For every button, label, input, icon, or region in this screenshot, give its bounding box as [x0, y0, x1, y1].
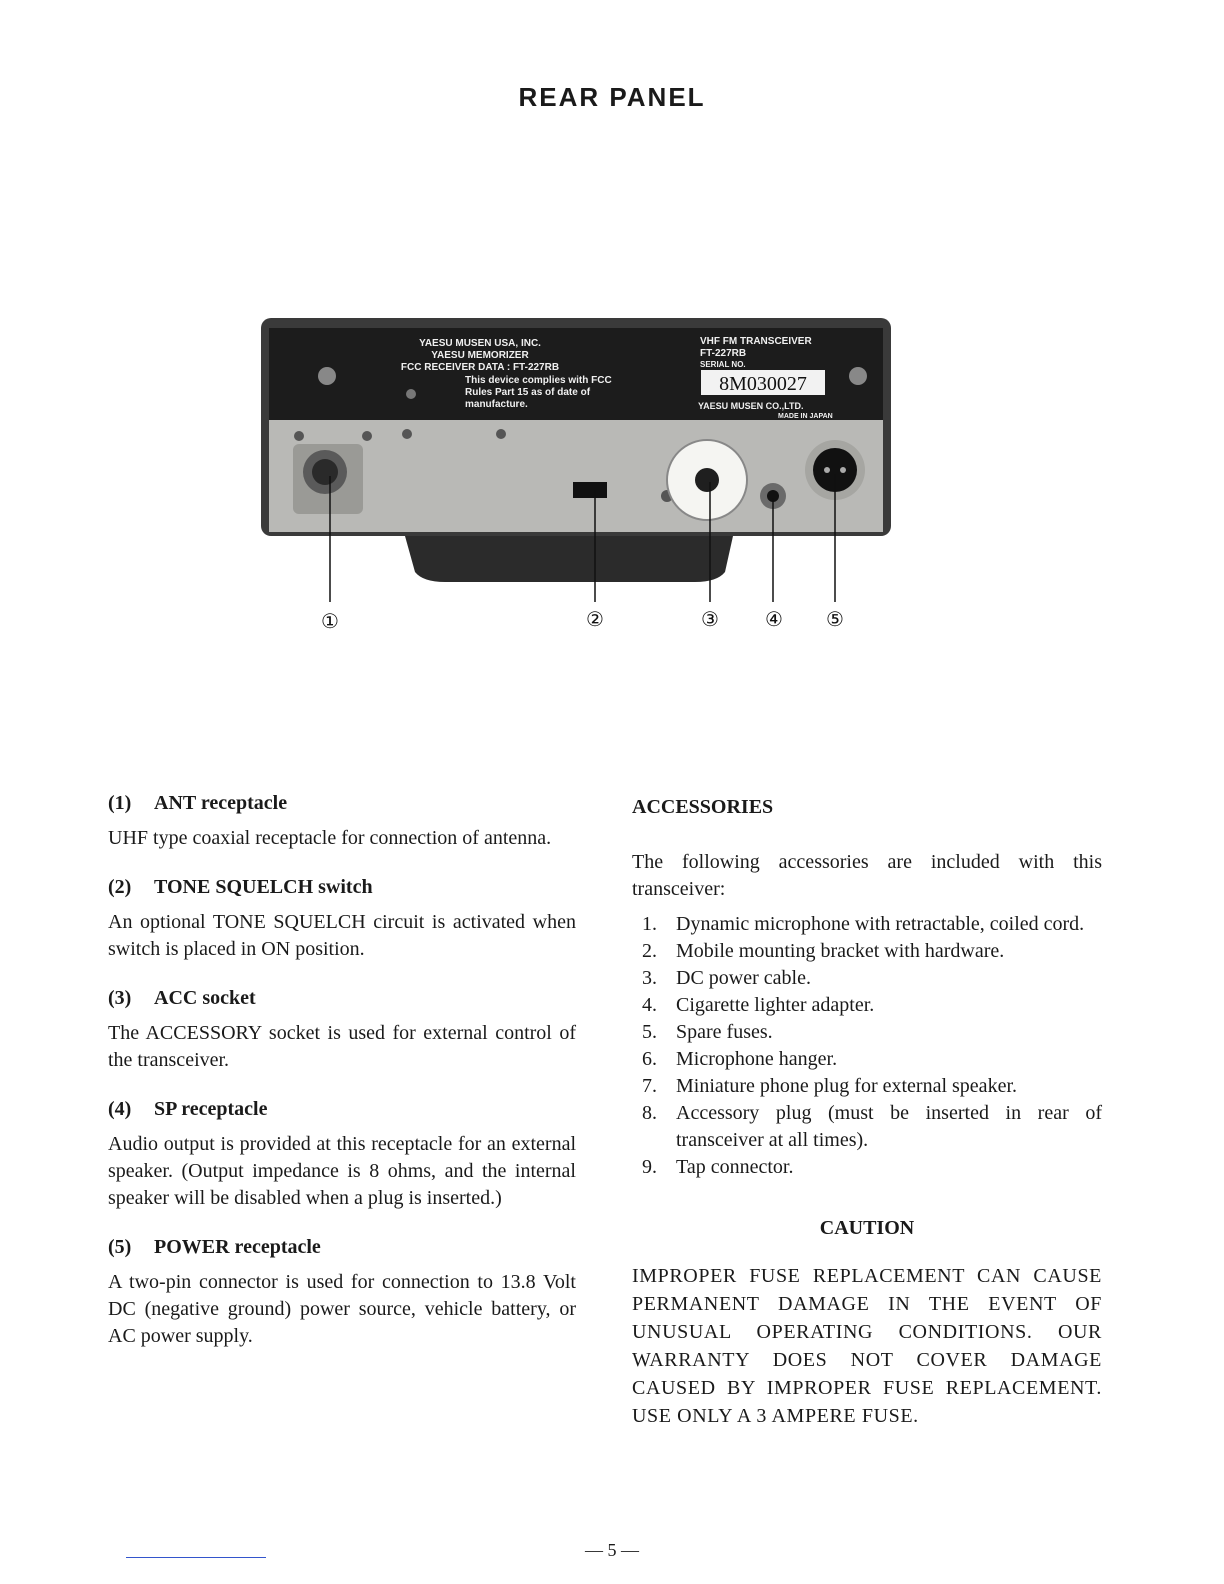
item-title: TONE SQUELCH switch	[154, 876, 373, 898]
screw-icon	[294, 431, 304, 441]
item-sp	[108, 1096, 576, 1212]
list-item: 9. Tap connector.	[642, 1156, 794, 1178]
item-title: SP receptacle	[154, 1098, 268, 1120]
tone-switch-icon	[573, 482, 607, 498]
caution-body: IMPROPER FUSE REPLACEMENT CAN CAUSE PERMANENT DAMAGE IN THE EVENT OF UNUSUAL OPERATING CONDITIONS. OUR WARRANTY DOES NOT COVER DAMAGE CAUSED BY IMPROPER FUSE REPLACEMENT. USE ONLY A 3 AMPERE FUSE.	[632, 1265, 1102, 1427]
accessories-section	[632, 794, 1102, 1450]
callout-1: ①	[321, 609, 339, 633]
screw-icon	[318, 367, 336, 385]
screw-icon	[362, 431, 372, 441]
accessories-heading: ACCESSORIES	[632, 796, 774, 818]
serial-number: 8M030027	[719, 373, 807, 395]
item-body: Audio output is provided at this receptacle for an external speaker. (Output impedance is 8 ohms, and the internal speaker will be disabled when a plug is inserted.)	[108, 1133, 576, 1209]
item-body: An optional TONE SQUELCH circuit is activated when switch is placed in ON position.	[108, 911, 576, 960]
plate-line: This device complies with FCC	[465, 375, 612, 386]
rear-panel-illustration	[255, 310, 895, 640]
item-acc	[108, 985, 576, 1074]
screw-icon	[402, 429, 412, 439]
item-tone-squelch	[108, 874, 576, 963]
plate-line: FT-227RB	[700, 348, 747, 359]
plate-line: Rules Part 15 as of date of	[465, 387, 591, 398]
callout-5: ⑤	[826, 607, 844, 631]
item-title: ANT receptacle	[154, 792, 288, 814]
base-foot	[405, 536, 733, 582]
item-ant	[108, 790, 576, 852]
list-item: 6. Microphone hanger.	[642, 1048, 838, 1070]
screw-icon	[496, 429, 506, 439]
maker-line: YAESU MUSEN CO.,LTD.	[698, 401, 804, 411]
item-title: POWER receptacle	[154, 1236, 321, 1258]
footer-rule	[126, 1557, 266, 1558]
accessories-intro: The following accessories are included with this transceiver:	[632, 851, 1102, 900]
callout-2: ②	[586, 607, 604, 631]
rear-panel-photo	[255, 310, 895, 640]
item-number: (3)	[108, 987, 132, 1009]
item-number: (2)	[108, 876, 132, 898]
rear-panel-descriptions	[108, 790, 576, 1372]
item-body: UHF type coaxial receptacle for connection of antenna.	[108, 827, 552, 849]
list-item: 7. Miniature phone plug for external speaker.	[642, 1075, 1017, 1097]
power-pin-icon	[824, 467, 830, 473]
list-item: 2. Mobile mounting bracket with hardware.	[642, 940, 1005, 962]
screw-icon	[849, 367, 867, 385]
item-number: (4)	[108, 1098, 132, 1120]
callout-4: ④	[765, 607, 783, 631]
screw-icon	[406, 389, 416, 399]
ant-center-icon	[312, 459, 338, 485]
item-body: The ACCESSORY socket is used for external control of the transceiver.	[108, 1022, 576, 1071]
acc-socket-hole	[695, 468, 719, 492]
page-title: REAR PANEL	[518, 82, 706, 112]
plate-line: SERIAL NO.	[700, 360, 746, 369]
list-item: 4. Cigarette lighter adapter.	[642, 994, 875, 1016]
item-number: (5)	[108, 1236, 132, 1258]
caution-heading: CAUTION	[819, 1217, 915, 1239]
accessories-list	[632, 911, 1102, 1181]
power-pin-icon	[840, 467, 846, 473]
page-number: — 5 —	[585, 1540, 639, 1560]
plate-line: YAESU MUSEN USA, INC.	[419, 338, 541, 349]
plate-line: YAESU MEMORIZER	[431, 350, 529, 361]
callout-3: ③	[701, 607, 719, 631]
plate-line: VHF FM TRANSCEIVER	[700, 336, 812, 347]
made-in-line: MADE IN JAPAN	[778, 413, 833, 420]
list-item: 1. Dynamic microphone with retractable, coiled cord.	[642, 913, 1085, 935]
plate-line: manufacture.	[465, 399, 528, 410]
item-power	[108, 1234, 576, 1350]
list-item: 8. Accessory plug (must be inserted in rear of transceiver at all times).	[642, 1102, 1102, 1151]
list-item: 5. Spare fuses.	[642, 1021, 773, 1043]
item-title: ACC socket	[154, 987, 256, 1009]
item-body: A two-pin connector is used for connection to 13.8 Volt DC (negative ground) power source, vehicle battery, or AC power supply.	[108, 1271, 576, 1347]
plate-line: FCC RECEIVER DATA : FT-227RB	[400, 362, 560, 373]
item-number: (1)	[108, 792, 132, 814]
list-item: 3. DC power cable.	[642, 967, 811, 989]
